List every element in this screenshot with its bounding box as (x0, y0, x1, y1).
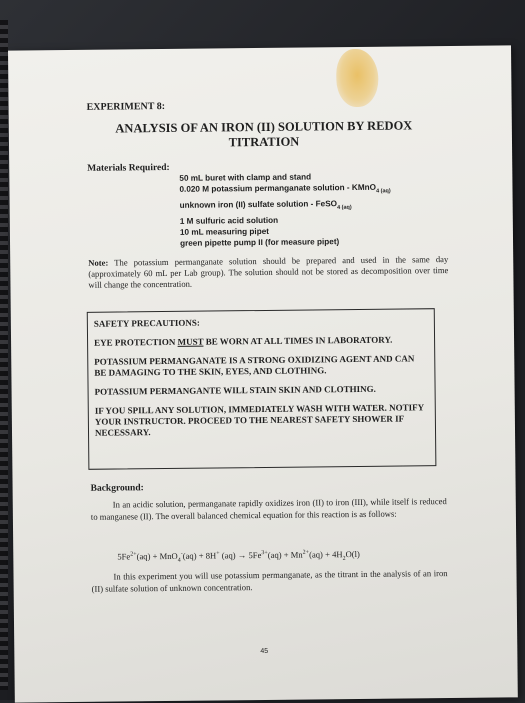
background-paragraph-2: In this experiment you will use potassium permanganate, as the titrant in the analysis of an iron (II) sulfate solution of unknown concentration. (91, 568, 448, 594)
document-page (8, 45, 518, 702)
note-paragraph (88, 254, 448, 291)
safety-eye-protection: EYE PROTECTION MUST BE WORN AT ALL TIMES IN LABORATORY. (94, 334, 393, 348)
safety-oxidizer: POTASSIUM PERMANGANATE IS A STRONG OXIDIZING AGENT AND CAN BE DAMAGING TO THE SKIN, EYES, AND CLOTHING. (94, 353, 415, 378)
note-label: Note: (88, 257, 109, 268)
material-item: 1 M sulfuric acid solution (179, 215, 279, 226)
safety-precautions-box (87, 308, 437, 470)
page-title (69, 118, 459, 152)
note-text: The potassium permanganate solution should be prepared and used in the same day (approximately 60 mL per Lab group). The solution should not be stored as decomposition over time will change the concentration. (88, 254, 449, 291)
kmno4-subscript: 4 (aq) (376, 188, 391, 195)
material-item: unknown iron (II) sulfate solution - FeSO$_{4 (aq)}$ (179, 199, 352, 211)
paper-stain (336, 49, 379, 107)
safety-stain: POTASSIUM PERMANGANTE WILL STAIN SKIN AND CLOTHING. (94, 383, 376, 397)
material-item: 50 mL buret with clamp and stand (179, 172, 312, 183)
chemical-equation: $5Fe^{2+}(aq) + MnO_4^-(aq) + 8H^+$ $(aq) \to 5Fe^{3+}(aq) + Mn^{2+}(aq) + 4H_2O(l)$ (117, 548, 360, 564)
page-number: 45 (260, 647, 269, 656)
materials-heading: Materials Required: (87, 162, 170, 174)
must-emphasis: MUST (177, 336, 204, 347)
title-line-2: TITRATION (228, 134, 300, 150)
background-heading: Background: (90, 483, 144, 494)
material-item: 0.020 M potassium permanganate solution - KMnO$_{4 (aq)}$ (179, 182, 391, 195)
material-item: green pipette pump II (for measure pipet) (179, 237, 340, 249)
safety-heading: SAFETY PRECAUTIONS: (93, 317, 200, 329)
feso4-subscript: 4 (aq) (337, 204, 352, 211)
safety-spill: IF YOU SPILL ANY SOLUTION, IMMEDIATELY WASH WITH WATER. NOTIFY YOUR INSTRUCTOR. PROCEED TO THE NEAREST SAFETY SHOWER IF NECESSARY. (94, 402, 424, 438)
title-line-1: ANALYSIS OF AN IRON (II) SOLUTION BY REDOX (115, 118, 413, 136)
material-item: 10 mL measuring pipet (179, 227, 270, 237)
binder-rings (0, 20, 8, 690)
experiment-label: EXPERIMENT 8: (86, 100, 166, 113)
background-paragraph-1: In an acidic solution, permanganate rapidly oxidizes iron (II) to iron (III), while itself is reduced to manganese (II). The overall balanced chemical equation for this reaction is as follows: (90, 496, 447, 522)
materials-list (179, 171, 391, 250)
